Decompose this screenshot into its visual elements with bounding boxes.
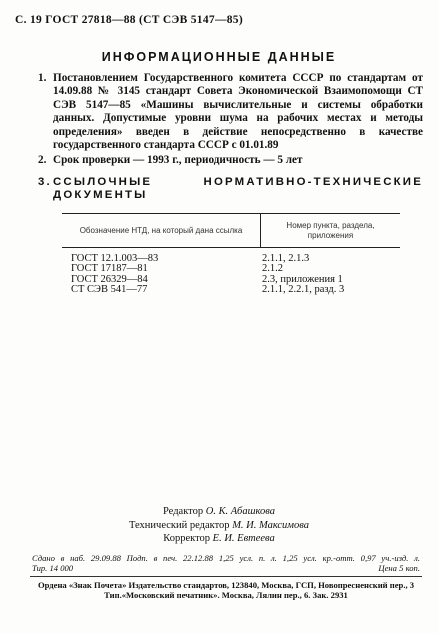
publisher-footer <box>30 580 422 601</box>
page-header: С. 19 ГОСТ 27818—88 (СТ СЭВ 5147—85) <box>15 14 243 26</box>
info-item-1 <box>38 72 423 152</box>
info-item-2 <box>38 154 423 167</box>
table-header <box>62 213 400 248</box>
imprint-line-2 <box>32 563 420 573</box>
table-cell-document: ГОСТ 26329—84 <box>71 273 148 285</box>
column-header-document: Обозначение НТД, на который дана ссылка <box>62 214 261 247</box>
table-cell-clause: 2.1.1, 2.1.3 <box>262 253 310 264</box>
credit-name: М. И. Максимова <box>232 519 309 531</box>
credit-proofreader <box>0 532 438 546</box>
divider <box>30 576 422 577</box>
imprint-line: Сдано в наб. 29.09.88 Подп. в печ. 22.12.88 1,25 усл. п. л. 1,25 усл. кр.-отт. 0,97 уч.-изд. л. <box>32 553 420 563</box>
table-cell-clause: 2.3, приложения 1 <box>262 273 343 285</box>
credit-role: Редактор <box>162 506 204 517</box>
item-number: 3. <box>38 176 52 188</box>
column-header-clause: Номер пункта, раздела, приложения <box>286 220 375 240</box>
table-cell-clause: 2.1.2 <box>262 263 283 275</box>
table-cell-document: ГОСТ 12.1.003—83 <box>71 253 159 264</box>
table-cell-document: ГОСТ 17187—81 <box>71 263 148 275</box>
credit-role: Технический редактор <box>129 519 230 531</box>
price: Цена 5 коп. <box>378 563 420 574</box>
item-text: Срок проверки — 1993 г., периодичность — 5 лет <box>53 154 303 166</box>
references-table <box>62 213 400 296</box>
print-run: Тир. 14 000 <box>32 563 74 574</box>
imprint <box>32 553 420 574</box>
table-body <box>62 248 400 296</box>
credit-editor <box>0 505 438 519</box>
document-column <box>62 254 252 296</box>
section-title: ИНФОРМАЦИОННЫЕ ДАННЫЕ <box>101 50 337 64</box>
clause-column <box>252 254 344 296</box>
credit-technical-editor <box>0 519 438 533</box>
credit-name: О. К. Абашкова <box>205 506 276 517</box>
table-cell-clause: 2.1.1, 2.2.1, разд. 3 <box>262 284 345 296</box>
item-number: 1. <box>38 72 47 84</box>
table-cell-document: СТ СЭВ 541—77 <box>71 284 148 296</box>
credit-name: Е. И. Евтеева <box>212 533 275 544</box>
credits <box>0 505 438 546</box>
item-number: 2. <box>38 154 47 166</box>
printer-line: Тип.«Московский печатник». Москва, Лялин пер., 6. Зак. 2931 <box>104 590 348 601</box>
info-item-3 <box>38 176 423 203</box>
publisher-line: Ордена «Знак Почета» Издательство стандартов, 123840, Москва, ГСП, Новопресненский пер., 3 <box>37 580 415 590</box>
item-text: Постановлением Государственного комитета СССР по стандартам от 14.09.88 № 3145 стандарт Совета Экономической Взаимопомощи СТ СЭВ 5147—85 «Машины вычислительные и системы обработки данных. Допустимые уровни шума на рабочих местах и методы определения» введен в действие непосредственно в качестве государственного стандарта СССР с 01.01.89 <box>53 72 423 152</box>
credit-role: Корректор <box>163 533 211 544</box>
item-text: ССЫЛОЧНЫЕ НОРМАТИВНО-ТЕХНИЧЕСКИЕ ДОКУМЕНТЫ <box>53 176 423 202</box>
